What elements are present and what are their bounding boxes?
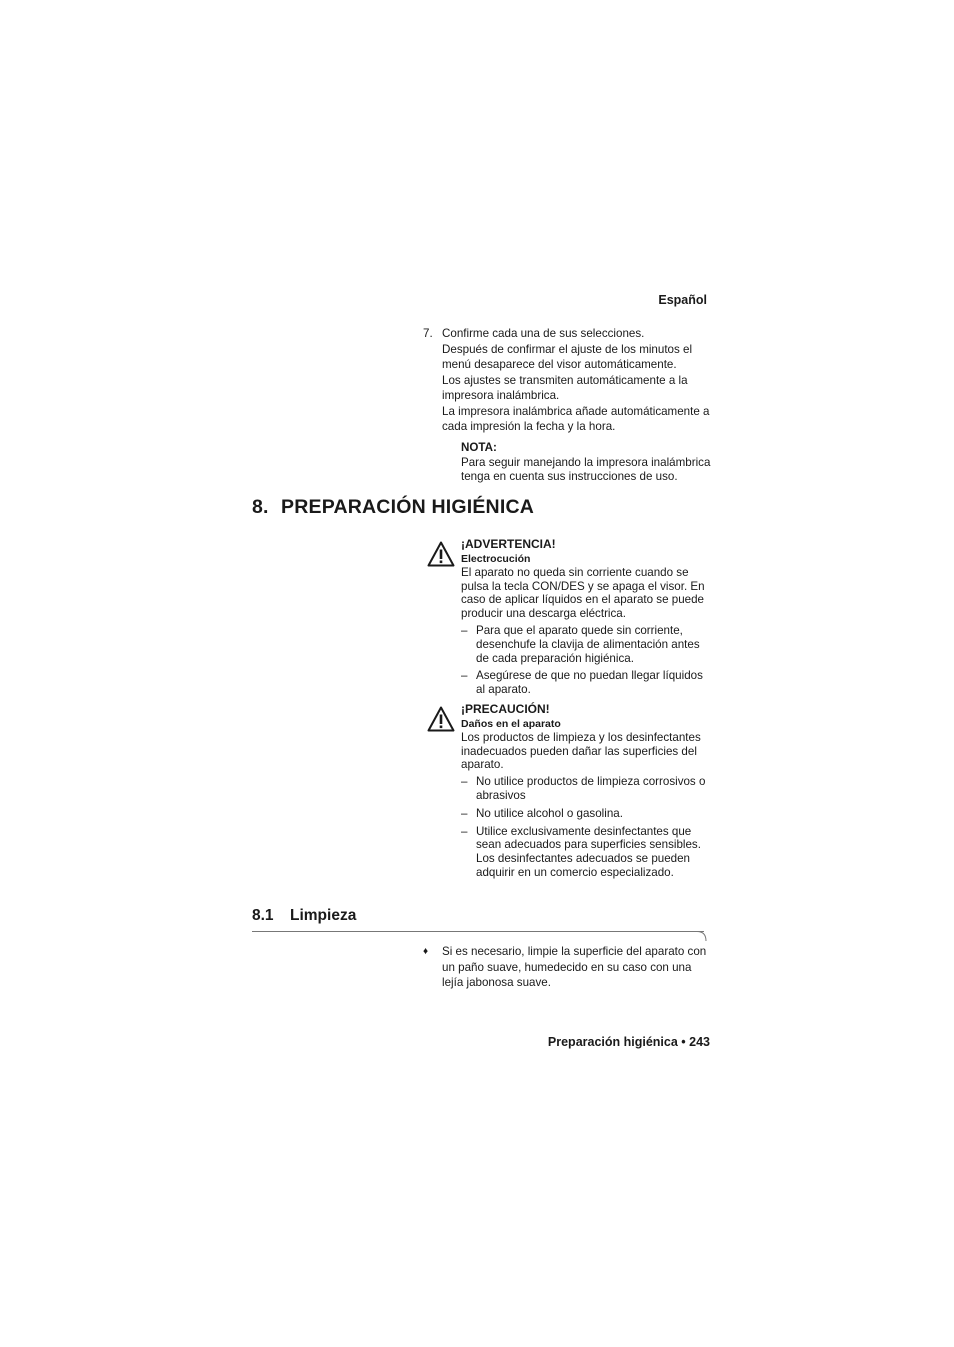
warning-subtitle: Electrocución [461,552,531,565]
list-item [461,624,713,665]
subsection-title: Limpieza [290,907,357,924]
page-footer: Preparación higiénica • 243 [547,1035,710,1049]
list-item [461,669,713,697]
dash: – [461,806,468,820]
caution-title: ¡PRECAUCIÓN! [461,702,550,716]
language-label: Español [658,293,707,307]
dash: – [461,824,468,838]
step-line: Después de confirmar el ajuste de los minutos el menú desaparece del visor automáticamente. [442,342,693,371]
list-item [461,775,713,803]
step-number: 7. [423,327,433,340]
list-item-text: Para que el aparato quede sin corriente, desenchufe la clavija de alimentación antes de cada preparación higiénica. [476,623,700,665]
step-line: La impresora inalámbrica añade automáticamente a cada impresión la fecha y la hora. [442,404,710,433]
section-title: PREPARACIÓN HIGIÉNICA [281,496,535,518]
section-divider [252,931,704,932]
note-text: Para seguir manejando la impresora inalámbrica tenga en cuenta sus instrucciones de uso. [461,455,711,483]
step-line: Los ajustes se transmiten automáticamente a la impresora inalámbrica. [442,373,688,402]
warning-block [461,538,713,697]
warning-text: El aparato no queda sin corriente cuando se pulsa la tecla CON/DES y se apaga el visor. En caso de aplicar líquidos en el aparato se puede producir una descarga eléctrica. [461,565,705,621]
dash: – [461,669,468,683]
divider-corner [697,931,707,942]
step-line: Confirme cada una de sus selecciones. [442,327,645,340]
list-item-text: No utilice productos de limpieza corrosivos o abrasivos [476,775,706,802]
note-box [461,441,713,485]
warning-triangle-icon [427,541,455,567]
step-7 [423,326,713,435]
list-item-text: Asegúrese de que no puedan llegar líquidos al aparato. [476,669,703,697]
list-item-text: No utilice alcohol o gasolina. [476,806,623,820]
dash: – [461,623,468,637]
caution-text: Los productos de limpieza y los desinfectantes inadecuados pueden dañar las superficies del aparato. [461,730,701,772]
warning-triangle-icon [427,706,455,732]
caution-subtitle: Daños en el aparato [461,717,561,730]
dash: – [461,775,468,789]
subsection-number: 8.1 [252,907,274,924]
cleaning-instruction [423,944,713,991]
list-item-text: Utilice exclusivamente desinfectantes que sean adecuados para superficies sensibles. Los desinfectantes adecuados se pueden adquirir en un comercio especializado. [476,824,701,879]
subsection-heading [252,907,356,925]
note-title: NOTA: [461,441,497,454]
cleaning-text: Si es necesario, limpie la superficie del aparato con un paño suave, humedecido en su caso con una lejía jabonosa suave. [442,945,707,989]
section-heading [252,496,534,519]
warning-title: ¡ADVERTENCIA! [461,537,556,551]
list-item [461,807,713,821]
diamond-bullet-icon: ♦ [423,946,429,957]
caution-block [461,703,713,880]
list-item [461,825,713,880]
section-number: 8. [252,496,269,518]
